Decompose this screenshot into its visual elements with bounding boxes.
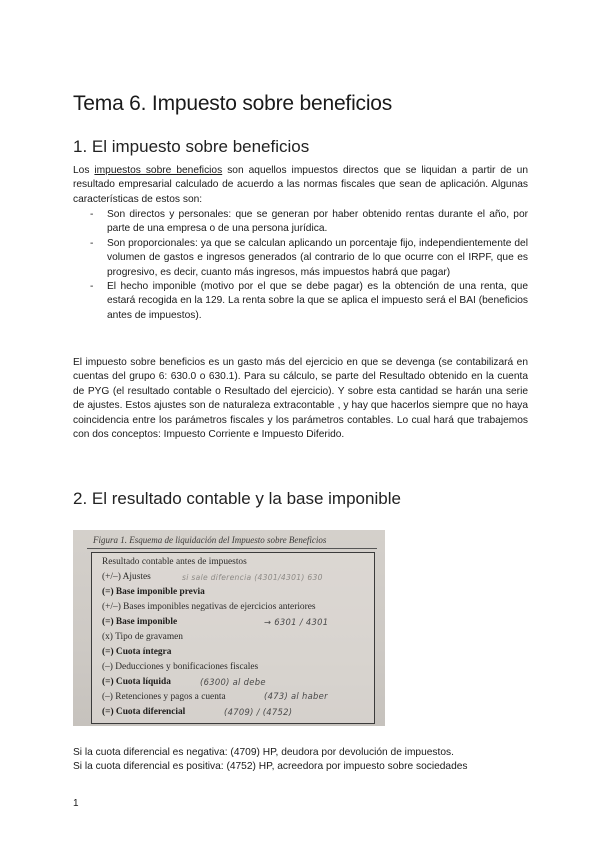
handwritten-note: → 6301 / 4301	[264, 617, 329, 627]
scheme-row: (=) Cuota íntegra	[102, 647, 172, 657]
scheme-row: (–) Retenciones y pagos a cuenta	[102, 692, 226, 702]
handwritten-note: (6300) al debe	[200, 677, 266, 687]
body-paragraph: El impuesto sobre beneficios es un gasto más del ejercicio en que se devenga (se contabilizará en cuentas del grupo 6: 630.0 o 630.1). Para su cálculo, se parte del Resultado obtenido en la cuenta de PYG (el resultado contable o Resultado del ejercicio). Y sobre esta cantidad se harán una serie de ajustes. Estos ajustes son de naturaleza extracontable , y hay que hacerlos siempre que no haya coincidencia entre los parámetros fiscales y los parámetros contables. Lo cual hará que trabajemos con dos conceptos: Impuesto Corriente e Impuesto Diferido.	[73, 357, 528, 441]
section-2-heading: 2. El resultado contable y la base imponible	[73, 489, 401, 508]
section-1-heading: 1. El impuesto sobre beneficios	[73, 137, 310, 156]
list-item	[73, 208, 528, 237]
scheme-row: (=) Cuota diferencial	[102, 707, 186, 717]
bullet-marker: -	[90, 209, 94, 220]
intro-paragraph	[73, 164, 528, 207]
scheme-row: (+/–) Bases imponibles negativas de ejercicios anteriores	[102, 602, 316, 612]
characteristics-list	[73, 208, 528, 323]
document-title: Tema 6. Impuesto sobre beneficios	[73, 92, 393, 115]
note-negative-quota: Si la cuota diferencial es negativa: (4709) HP, deudora por devolución de impuestos.	[73, 747, 454, 758]
handwritten-note: si sale diferencia (4301/4301) 630	[182, 573, 323, 582]
handwritten-note: (473) al haber	[264, 691, 328, 701]
list-item-text: Son directos y personales: que se generan por haber obtenido rentas durante el año, por parte de una empresa o de una persona jurídica.	[107, 209, 528, 235]
intro-before: Los	[73, 165, 95, 176]
scheme-row: (–) Deducciones y bonificaciones fiscales	[102, 662, 259, 672]
intro-underlined-term: impuestos sobre beneficios	[94, 165, 223, 176]
scheme-row: (+/–) Ajustes	[102, 572, 151, 582]
scheme-row: (x) Tipo de gravamen	[102, 632, 183, 642]
figure-caption: Figura 1. Esquema de liquidación del Impuesto sobre Beneficios	[93, 535, 327, 545]
scheme-row: (=) Base imponible previa	[102, 587, 205, 597]
bullet-marker: -	[90, 237, 94, 249]
intro-after: son aquellos impuestos directos que se liquidan a partir de un resultado empresarial calculado de acuerdo a las normas fiscales que sean de aplicación. Algunas características de estos son:	[73, 165, 528, 205]
scheme-row: (=) Base imponible	[102, 617, 178, 627]
list-item-text: El hecho imponible (motivo por el que se debe pagar) es la obtención de una renta, que estará recogida en la 129. La renta sobre la que se aplica el impuesto será el BAI (beneficios antes de impuestos).	[107, 281, 528, 321]
list-item	[73, 280, 528, 323]
scheme-row: (=) Cuota líquida	[102, 677, 171, 687]
bullet-marker: -	[90, 281, 94, 293]
scheme-row: Resultado contable antes de impuestos	[102, 557, 247, 567]
liquidation-scheme-box	[91, 552, 375, 724]
list-item	[73, 237, 528, 280]
list-item-text: Son proporcionales: ya que se calculan aplicando un porcentaje fijo, independientemente del volumen de gastos e ingresos generados (al contrario de lo que ocurre con el IRPF, que es progresivo, es decir, cuanto más ingresos, más impuestos habrá que pagar)	[107, 237, 528, 278]
handwritten-note: (4709) / (4752)	[224, 707, 293, 717]
figure-divider	[87, 548, 377, 549]
page-number: 1	[73, 798, 79, 809]
note-positive-quota: Si la cuota diferencial es positiva: (4752) HP, acreedora por impuesto sobre sociedades	[73, 761, 468, 772]
scanned-figure	[73, 530, 385, 726]
